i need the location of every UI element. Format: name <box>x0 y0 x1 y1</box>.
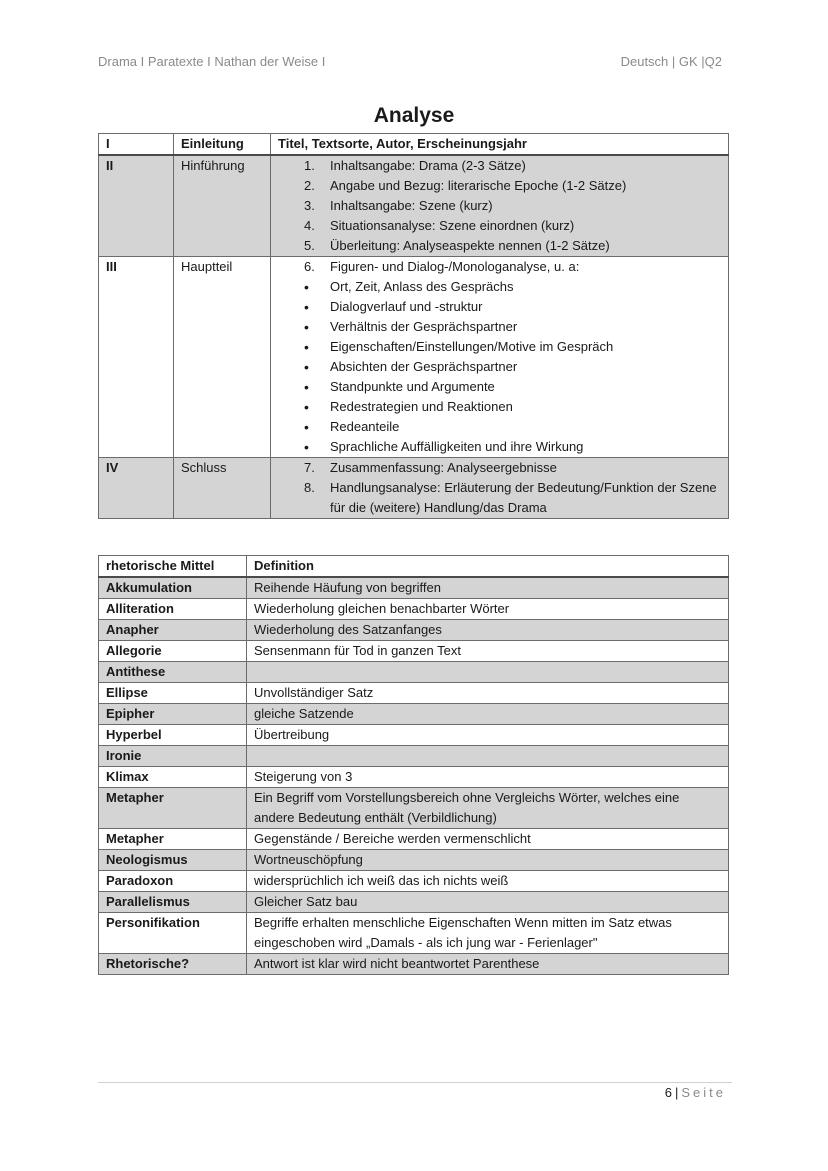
device-term: Neologismus <box>99 850 247 871</box>
list-item <box>304 337 721 357</box>
list-item-text: Angabe und Bezug: literarische Epoche (1-2 Sätze) <box>330 178 627 193</box>
bullet-icon: • <box>304 439 309 455</box>
footer-page-word: Seite <box>681 1085 726 1100</box>
list-item-text: Handlungsanalyse: Erläuterung der Bedeutung/Funktion der Szene für die (weitere) Handlung/das Drama <box>330 480 717 515</box>
list-item <box>304 357 721 377</box>
section-number: III <box>99 257 174 458</box>
table-row <box>99 913 729 954</box>
list-item <box>304 156 721 176</box>
list-item <box>304 176 721 196</box>
list-item <box>304 458 721 478</box>
rhetoric-table-header-row <box>99 556 729 578</box>
bullet-icon: • <box>304 359 309 375</box>
table-row <box>99 620 729 641</box>
footer-divider <box>98 1082 732 1083</box>
list-item-text: Überleitung: Analyseaspekte nennen (1-2 Sätze) <box>330 238 610 253</box>
list-item-text: Inhaltsangabe: Drama (2-3 Sätze) <box>330 158 526 173</box>
list-item-text: Standpunkte und Argumente <box>330 379 495 394</box>
analyse-table <box>98 133 729 519</box>
table-row <box>99 683 729 704</box>
page-title: Analyse <box>373 104 455 127</box>
list-item-text: Redeanteile <box>330 419 400 434</box>
table-row <box>99 577 729 599</box>
list-number: 1. <box>304 158 315 173</box>
table-row <box>99 954 729 975</box>
list-number: 2. <box>304 178 315 193</box>
page-number: 6 <box>664 1085 672 1100</box>
list-number: 6. <box>304 259 315 274</box>
section-contents <box>271 257 729 458</box>
device-term: Akkumulation <box>99 577 247 599</box>
list-item <box>304 377 721 397</box>
page-footer <box>665 1085 726 1100</box>
list-item-text: Situationsanalyse: Szene einordnen (kurz) <box>330 218 575 233</box>
section-number: II <box>99 155 174 257</box>
device-definition: Ein Begriff vom Vorstellungsbereich ohne Vergleichs Wörter, welches eine andere Bedeutung enthält (Verbildlichung) <box>247 788 729 829</box>
list-number: 8. <box>304 480 315 495</box>
table-row <box>99 704 729 725</box>
device-term: Allegorie <box>99 641 247 662</box>
list-number: 7. <box>304 460 315 475</box>
device-term: Klimax <box>99 767 247 788</box>
analyse-header-cell: Einleitung <box>174 134 271 156</box>
table-row <box>99 788 729 829</box>
device-term: Epipher <box>99 704 247 725</box>
list-item <box>304 196 721 216</box>
analyse-table-row <box>99 458 729 519</box>
list-item-text: Dialogverlauf und -struktur <box>330 299 483 314</box>
list-item-text: Eigenschaften/Einstellungen/Motive im Gespräch <box>330 339 614 354</box>
list-number: 5. <box>304 238 315 253</box>
list-item-text: Inhaltsangabe: Szene (kurz) <box>330 198 493 213</box>
list-item-text: Figuren- und Dialog-/Monologanalyse, u. a: <box>330 259 580 274</box>
list-item-text: Ort, Zeit, Anlass des Gesprächs <box>330 279 514 294</box>
table-row <box>99 662 729 683</box>
device-definition: Übertreibung <box>247 725 729 746</box>
list-item-text: Sprachliche Auffälligkeiten und ihre Wirkung <box>330 439 584 454</box>
footer-separator: | <box>674 1085 679 1100</box>
list-item <box>304 236 721 256</box>
list-item <box>304 257 721 277</box>
device-definition: widersprüchlich ich weiß das ich nichts weiß <box>247 871 729 892</box>
device-term: Parallelismus <box>99 892 247 913</box>
list-item <box>304 437 721 457</box>
bullet-icon: • <box>304 339 309 355</box>
device-definition: gleiche Satzende <box>247 704 729 725</box>
table-row <box>99 641 729 662</box>
list-item-text: Redestrategien und Reaktionen <box>330 399 513 414</box>
device-definition <box>247 746 729 767</box>
device-term: Paradoxon <box>99 871 247 892</box>
table-row <box>99 871 729 892</box>
bullet-icon: • <box>304 279 309 295</box>
analyse-table-row <box>99 257 729 458</box>
device-term: Rhetorische? <box>99 954 247 975</box>
device-definition: Unvollständiger Satz <box>247 683 729 704</box>
list-item <box>304 216 721 236</box>
device-term: Anapher <box>99 620 247 641</box>
analyse-header-cell: I <box>99 134 174 156</box>
analyse-table-header-row <box>99 134 729 156</box>
device-definition: Steigerung von 3 <box>247 767 729 788</box>
device-definition: Sensenmann für Tod in ganzen Text <box>247 641 729 662</box>
header-left: Drama I Paratexte I Nathan der Weise I <box>98 54 326 69</box>
device-term: Antithese <box>99 662 247 683</box>
section-contents <box>271 155 729 257</box>
bullet-icon: • <box>304 319 309 335</box>
table-row <box>99 725 729 746</box>
table-row <box>99 892 729 913</box>
list-item <box>304 417 721 437</box>
device-term: Ironie <box>99 746 247 767</box>
analyse-header-cell: Titel, Textsorte, Autor, Erscheinungsjahr <box>271 134 729 156</box>
list-item <box>304 277 721 297</box>
list-number: 4. <box>304 218 315 233</box>
device-definition: Reihende Häufung von begriffen <box>247 577 729 599</box>
device-definition: Gleicher Satz bau <box>247 892 729 913</box>
section-name: Hauptteil <box>174 257 271 458</box>
bullet-icon: • <box>304 379 309 395</box>
device-term: Ellipse <box>99 683 247 704</box>
section-number: IV <box>99 458 174 519</box>
device-definition: Wortneuschöpfung <box>247 850 729 871</box>
device-term: Metapher <box>99 829 247 850</box>
table-row <box>99 746 729 767</box>
section-contents <box>271 458 729 519</box>
table-row <box>99 599 729 620</box>
device-definition: Wiederholung des Satzanfanges <box>247 620 729 641</box>
device-definition: Begriffe erhalten menschliche Eigenschaften Wenn mitten im Satz etwas eingeschoben wird „Damals - als ich jung war - Ferienlager" <box>247 913 729 954</box>
rhetoric-table <box>98 555 729 975</box>
device-term: Personifikation <box>99 913 247 954</box>
device-term: Metapher <box>99 788 247 829</box>
list-item-text: Zusammenfassung: Analyseergebnisse <box>330 460 557 475</box>
table-row <box>99 829 729 850</box>
list-item <box>304 317 721 337</box>
device-term: Alliteration <box>99 599 247 620</box>
device-term: Hyperbel <box>99 725 247 746</box>
list-item <box>304 297 721 317</box>
list-item-text: Verhältnis der Gesprächspartner <box>330 319 518 334</box>
table-row <box>99 850 729 871</box>
list-item <box>304 397 721 417</box>
bullet-icon: • <box>304 419 309 435</box>
table-row <box>99 767 729 788</box>
device-definition: Antwort ist klar wird nicht beantwortet Parenthese <box>247 954 729 975</box>
rhetoric-header-cell: rhetorische Mittel <box>99 556 247 578</box>
header-right: Deutsch | GK |Q2 <box>620 54 722 69</box>
device-definition <box>247 662 729 683</box>
list-item-text: Absichten der Gesprächspartner <box>330 359 518 374</box>
device-definition: Gegenstände / Bereiche werden vermenschlicht <box>247 829 729 850</box>
section-name: Hinführung <box>174 155 271 257</box>
bullet-icon: • <box>304 299 309 315</box>
bullet-icon: • <box>304 399 309 415</box>
list-item <box>304 478 721 518</box>
analyse-table-row <box>99 155 729 257</box>
list-number: 3. <box>304 198 315 213</box>
rhetoric-header-cell: Definition <box>247 556 729 578</box>
device-definition: Wiederholung gleichen benachbarter Wörter <box>247 599 729 620</box>
section-name: Schluss <box>174 458 271 519</box>
